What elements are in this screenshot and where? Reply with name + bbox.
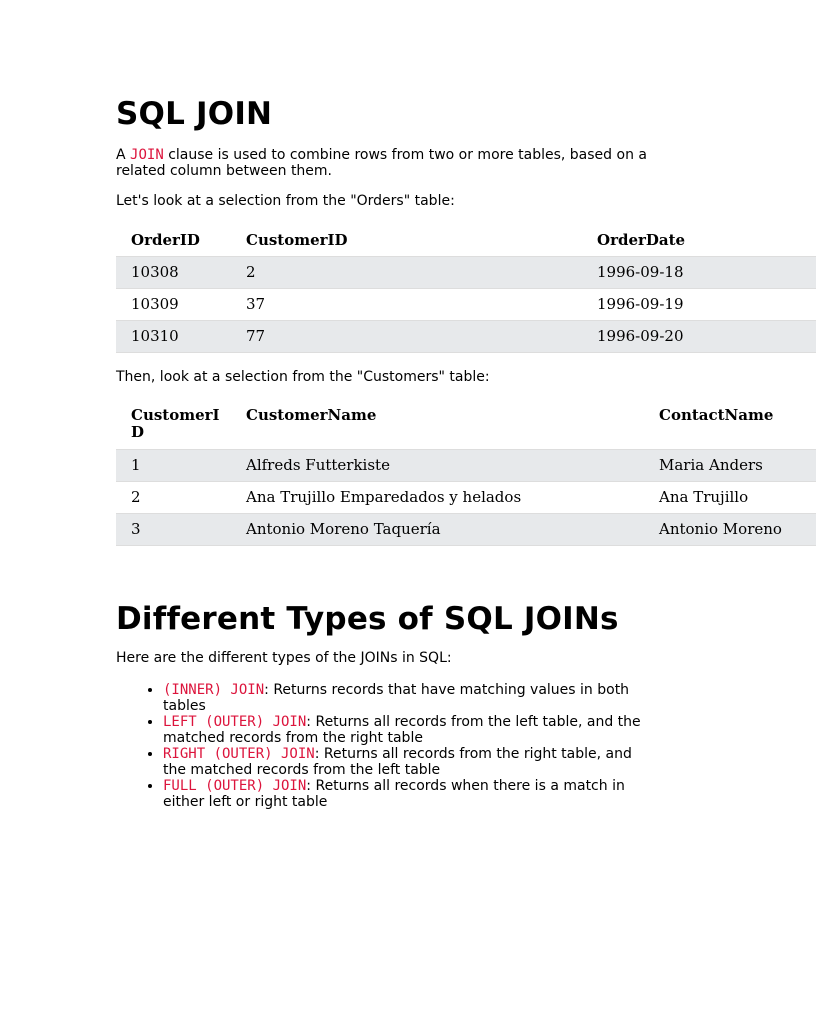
join-types-intro-paragraph: Here are the different types of the JOINs in SQL: [116, 650, 452, 666]
customers-col-contactname: ContactName [659, 406, 774, 424]
customers-table [116, 399, 816, 546]
join-types-heading: Different Types of SQL JOINs [116, 601, 619, 637]
list-item [163, 746, 648, 778]
table-row [116, 288, 816, 320]
list-item [163, 682, 648, 714]
intro-text-before: A [116, 147, 131, 163]
customers-col-customerid: CustomerID [131, 406, 220, 441]
table-cell: 1996-09-18 [582, 256, 816, 288]
table-cell: 37 [231, 288, 582, 320]
orders-header-row [116, 223, 816, 256]
orders-col-customerid: CustomerID [246, 231, 348, 249]
join-type-code: LEFT (OUTER) JOIN [163, 714, 307, 730]
table-cell: Maria Anders [644, 449, 816, 481]
join-type-description: : Returns all records from the left table, and the matched records from the right table [163, 714, 641, 746]
page-title: SQL JOIN [116, 96, 273, 132]
join-types-list [116, 682, 648, 810]
list-item [163, 714, 648, 746]
join-type-description: : Returns records that have matching values in both tables [163, 682, 630, 714]
join-type-code: FULL (OUTER) JOIN [163, 778, 307, 794]
table-cell: 3 [116, 513, 231, 545]
join-intro-paragraph [116, 147, 656, 179]
customers-intro-paragraph: Then, look at a selection from the "Customers" table: [116, 369, 490, 385]
join-type-code: RIGHT (OUTER) JOIN [163, 746, 315, 762]
table-cell: 10308 [116, 256, 231, 288]
table-cell: Antonio Moreno [644, 513, 816, 545]
join-type-code: (INNER) JOIN [163, 682, 265, 698]
intro-text-after: clause is used to combine rows from two or more tables, based on a related column between them. [116, 147, 647, 179]
orders-intro-paragraph: Let's look at a selection from the "Orders" table: [116, 193, 455, 209]
table-row [116, 513, 816, 545]
table-cell: Antonio Moreno Taquería [231, 513, 644, 545]
table-cell: 10309 [116, 288, 231, 320]
join-keyword-code: JOIN [130, 147, 164, 163]
table-cell: Ana Trujillo Emparedados y helados [231, 481, 644, 513]
table-cell: 2 [116, 481, 231, 513]
join-type-description: : Returns all records when there is a match in either left or right table [163, 778, 625, 810]
table-cell: 10310 [116, 320, 231, 352]
table-cell: 2 [231, 256, 582, 288]
list-item [163, 778, 648, 810]
table-row [116, 320, 816, 352]
customers-col-customername: CustomerName [246, 406, 377, 424]
table-cell: Alfreds Futterkiste [231, 449, 644, 481]
table-row [116, 481, 816, 513]
orders-table [116, 223, 816, 353]
customers-header-row [116, 399, 816, 449]
table-row [116, 256, 816, 288]
table-cell: 1996-09-20 [582, 320, 816, 352]
orders-col-orderdate: OrderDate [597, 231, 686, 249]
table-cell: 77 [231, 320, 582, 352]
table-row [116, 449, 816, 481]
table-cell: Ana Trujillo [644, 481, 816, 513]
table-cell: 1 [116, 449, 231, 481]
join-type-description: : Returns all records from the right table, and the matched records from the left table [163, 746, 632, 778]
orders-col-orderid: OrderID [131, 231, 200, 249]
table-cell: 1996-09-19 [582, 288, 816, 320]
